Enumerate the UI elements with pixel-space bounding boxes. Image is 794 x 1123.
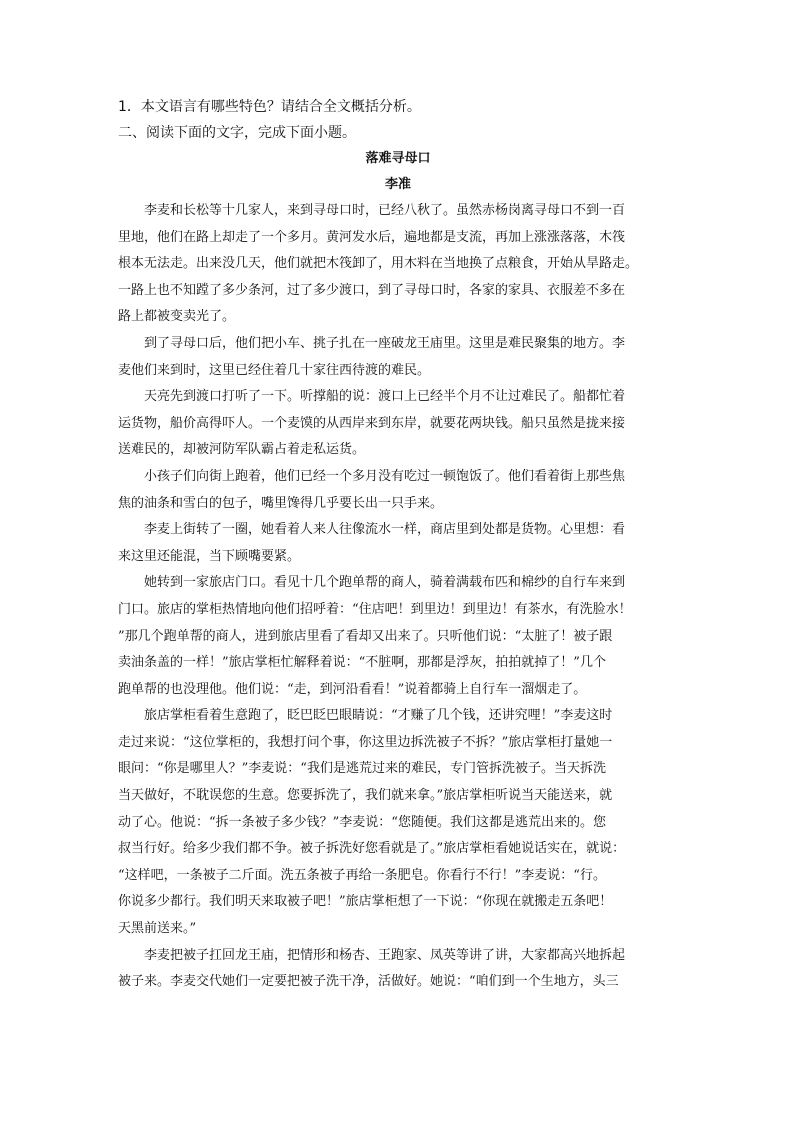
- story-author: 李准: [384, 177, 411, 192]
- paragraph-line: 运货物，船价高得吓人。一个麦馍的从西岸来到东岸，就要花两块钱。船只虽然是拢来接: [118, 415, 626, 431]
- paragraph-line: 李麦把被子扛回龙王庙，把情形和杨杏、王跑家、凤英等讲了讲，大家都高兴地拆起: [144, 947, 626, 963]
- paragraph-line: “这样吧，一条被子二斤面。洗五条被子再给一条肥皂。你看行不行！”李麦说：“行。: [118, 867, 606, 883]
- paragraph-line: 走过来说：“这位掌柜的，我想打问个事，你这里边拆洗被子不拆？”旅店掌柜打量她一: [118, 734, 613, 750]
- paragraph-line: ”那几个跑单帮的商人，进到旅店里看了看却又出来了。只听他们说：“太脏了！被子跟: [118, 628, 613, 644]
- paragraph-line: 李麦上街转了一圈，她看着人来人往像流水一样，商店里到处都是货物。心里想：看: [144, 522, 626, 538]
- paragraph-line: 眼问：“你是哪里人？”李麦说：“我们是逃荒过来的难民，专门管拆洗被子。当天拆洗: [118, 761, 606, 777]
- paragraph-line: 来这里还能混，当下顾嘴要紧。: [118, 548, 301, 564]
- paragraph-line: 你说多少都行。我们明天来取被子吧！”旅店掌柜想了一下说：“你现在就搬走五条吧！: [118, 894, 613, 910]
- story-paragraph: [118, 464, 678, 517]
- document-content: [118, 94, 678, 996]
- paragraph-line: 叔当行好。给多少我们都不争。被子拆洗好您看就是了。”旅店掌柜看她说话实在，就说：: [118, 841, 626, 857]
- story-paragraph: [118, 703, 678, 942]
- paragraph-line: 到了寻母口后，他们把小车、挑子扎在一座破龙王庙里。这里是难民聚集的地方。李: [144, 335, 626, 351]
- paragraph-line: 天亮先到渡口打听了一下。听撑船的说：渡口上已经半个月不让过难民了。船都忙着: [144, 389, 626, 405]
- paragraph-line: 卖油条盖的一样！”旅店掌柜忙解释着说：“不脏啊，那都是浮灰，拍拍就掉了！”几个: [118, 655, 606, 671]
- story-paragraph: [118, 517, 678, 570]
- story-paragraph: [118, 384, 678, 464]
- paragraph-line: 她转到一家旅店门口。看见十几个跑单帮的商人，骑着满载布匹和棉纱的自行车来到: [144, 575, 626, 591]
- paragraph-line: 旅店掌柜看着生意跑了，眨巴眨巴眼睛说：“才赚了几个钱，还讲究哩！”李麦这时: [144, 708, 613, 724]
- paragraph-line: 麦他们来到时，这里已经住着几十家往西待渡的难民。: [118, 362, 431, 378]
- paragraph-line: 门口。旅店的掌柜热情地向他们招呼着：“住店吧！到里边！到里边！有茶水，有洗脸水！: [118, 601, 632, 617]
- story-paragraph: [118, 198, 678, 331]
- story-title: 落难寻母口: [365, 151, 431, 166]
- paragraph-line: 一路上也不知蹚了多少条河，过了多少渡口，到了寻母口时，各家的家具、衣服差不多在: [118, 282, 626, 298]
- paragraph-line: 焦的油条和雪白的包子，嘴里馋得几乎要长出一只手来。: [118, 495, 444, 511]
- paragraph-line: 李麦和长松等十几家人，来到寻母口时，已经八秋了。虽然赤杨岗离寻母口不到一百: [144, 203, 626, 218]
- section-2-instruction: 二、阅读下面的文字，完成下面小题。: [118, 125, 356, 141]
- story-paragraph: [118, 331, 678, 384]
- paragraph-line: 里地，他们在路上却走了一个多月。黄河发水后，遍地都是支流，再加上涨涨落落，木筏: [118, 229, 626, 245]
- paragraph-line: 跑单帮的也没理他。他们说：“走，到河沿看看！”说着都骑上自行车一溜烟走了。: [118, 681, 587, 697]
- paragraph-line: 被子来。李麦交代她们一定要把被子洗干净，活做好。她说：“咱们到一个生地方，头三: [118, 974, 619, 990]
- paragraph-line: 当天做好，不耽误您的生意。您要拆洗了，我们就来拿。”旅店掌柜听说当天能送来，就: [118, 788, 613, 804]
- paragraph-line: 小孩子们向街上跑着，他们已经一个多月没有吃过一顿饱饭了。他们看着街上那些焦: [144, 468, 626, 484]
- paragraph-line: 送难民的，却被河防军队霸占着走私运货。: [118, 442, 366, 458]
- paragraph-line: 根本无法走。出来没几天，他们就把木筏卸了，用木料在当地换了点粮食，开始从旱路走。: [118, 256, 639, 272]
- story-paragraph: [118, 943, 678, 996]
- question-1: 1．本文语言有哪些特色？请结合全文概括分析。: [118, 99, 421, 115]
- story-body: [118, 198, 678, 996]
- paragraph-line: 动了心。他说：“拆一条被子多少钱？”李麦说：“您随便。我们这都是逃荒出来的。您: [118, 814, 606, 830]
- story-paragraph: [118, 570, 678, 703]
- paragraph-line: 天黑前送来。”: [118, 921, 197, 937]
- paragraph-line: 路上都被变卖光了。: [118, 309, 236, 325]
